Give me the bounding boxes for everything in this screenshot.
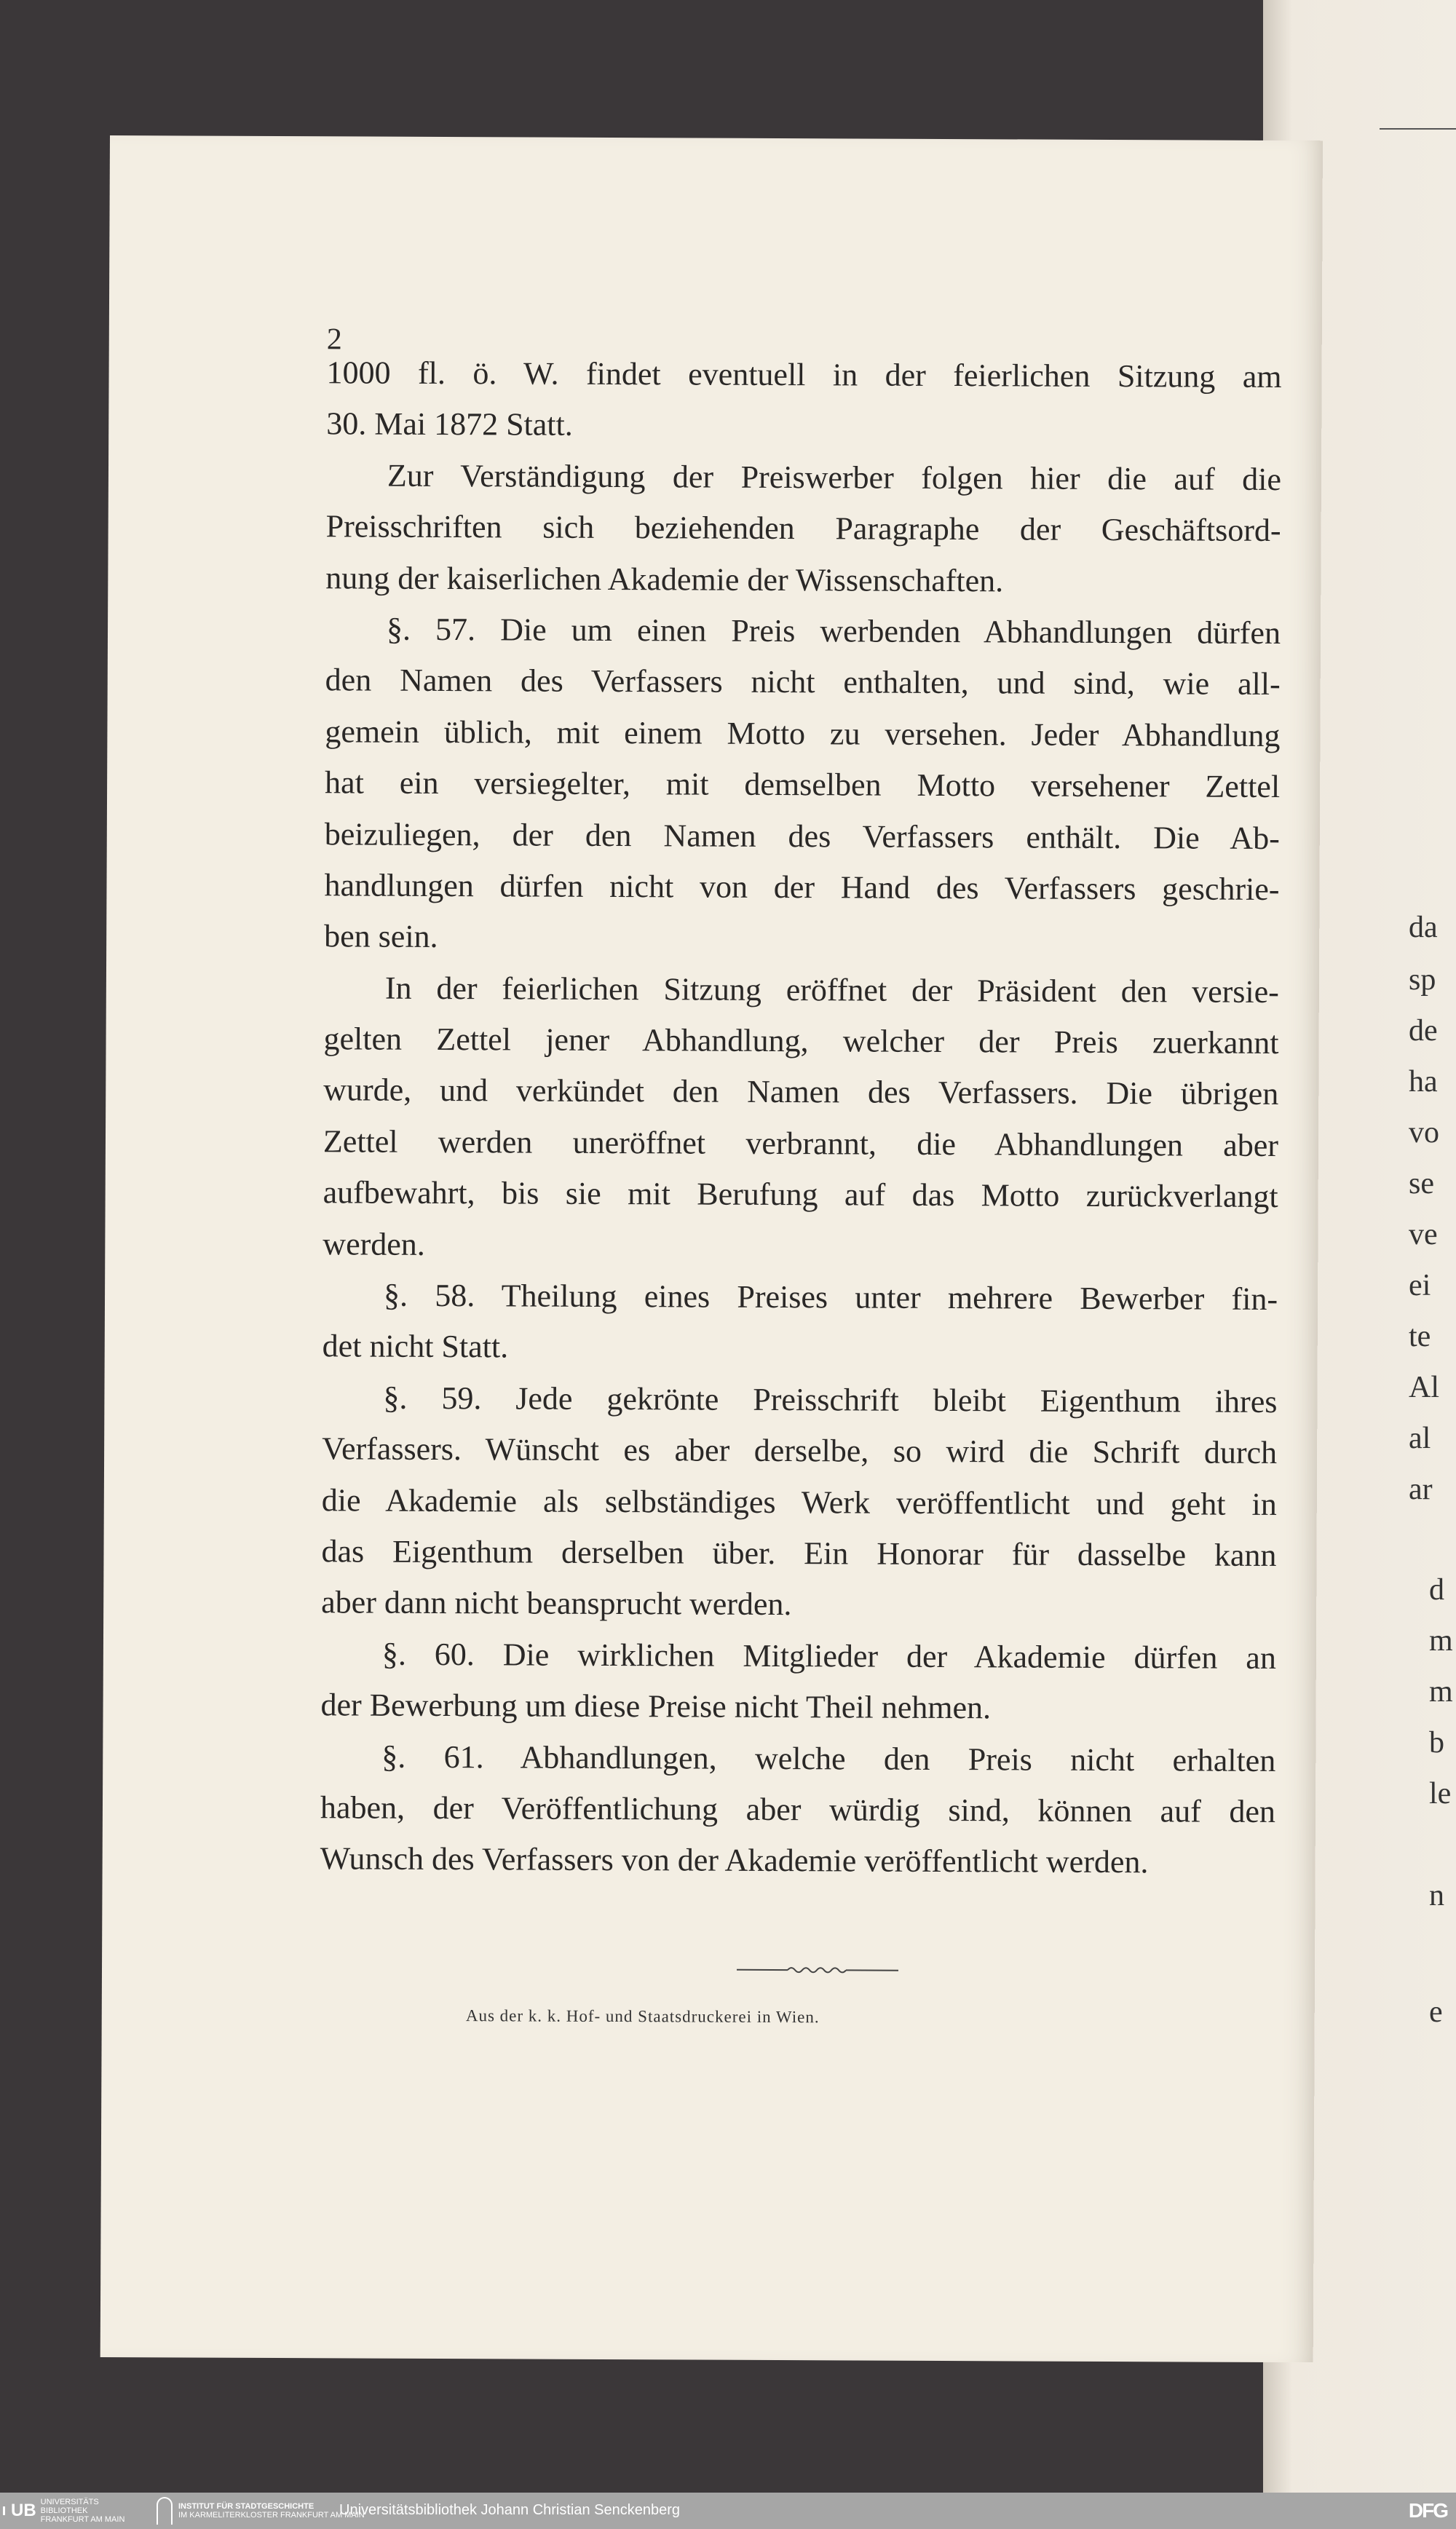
text-line: hat ein versiegelter, mit demselben Motto versehener Zettel <box>325 764 1281 805</box>
page-number: 2 <box>326 322 342 357</box>
facing-page-fragment: m <box>1429 1624 1453 1658</box>
text-line: 30. Mai 1872 Statt. <box>326 405 573 443</box>
text-line: Zur Verständigung der Preiswerber folgen hier die auf die <box>387 457 1282 497</box>
text-line: §. 59. Jede gekrönte Preisschrift bleibt Eigenthum ihres <box>383 1380 1278 1420</box>
text-line: wurde, und verkündet den Namen des Verfassers. Die übrigen <box>323 1072 1279 1112</box>
facing-page-fragment: d <box>1429 1573 1444 1607</box>
text-line: beizuliegen, der den Namen des Verfassers enthält. Die Ab- <box>324 815 1280 856</box>
text-line: werden. <box>323 1225 425 1262</box>
facing-page-fragment: se <box>1409 1167 1434 1200</box>
text-line: §. 57. Die um einen Preis werbenden Abhandlungen dürfen <box>386 611 1281 651</box>
printer-imprint: Aus der k. k. Hof- und Staatsdruckerei in Wien. <box>465 2006 820 2027</box>
dfg-logo[interactable]: DFG <box>1408 2499 1447 2522</box>
library-name: Universitätsbibliothek Johann Christian Senckenberg <box>339 2502 681 2518</box>
text-line: Preisschriften sich beziehenden Paragraphe der Geschäftsord- <box>325 508 1281 549</box>
institut-stadtgeschichte-logo[interactable]: INSTITUT FÜR STADTGESCHICHTE IM KARMELITERKLOSTER FRANKFURT AM MAIN <box>157 2496 365 2526</box>
text-line: det nicht Statt. <box>322 1328 509 1365</box>
facing-page-fragment: m <box>1429 1675 1453 1709</box>
text-line: gelten Zettel jener Abhandlung, welcher der Preis zuerkannt <box>323 1021 1279 1061</box>
facing-page-fragment: vo <box>1409 1116 1439 1149</box>
ornament-divider <box>737 1964 898 1975</box>
text-line: handlungen dürfen nicht von der Hand des Verfassers geschrie- <box>324 867 1280 907</box>
facing-page-fragment: ei <box>1409 1269 1431 1302</box>
ub-logo[interactable]: UB UNIVERSITÄTS BIBLIOTHEK FRANKFURT AM MAIN <box>3 2496 143 2526</box>
facing-page-fragment: n <box>1429 1879 1444 1912</box>
text-line: die Akademie als selbständiges Werk veröffentlicht und geht in <box>321 1481 1277 1522</box>
text-line: §. 61. Abhandlungen, welche den Preis nicht erhalten <box>381 1738 1276 1778</box>
text-line: In der feierlichen Sitzung eröffnet der Präsident den versie- <box>384 970 1279 1010</box>
facing-page-fragment: Al <box>1409 1371 1439 1404</box>
text-line: haben, der Veröffentlichung aber würdig sind, können auf den <box>320 1789 1276 1829</box>
text-line: Zettel werden uneröffnet verbrannt, die Abhandlungen aber <box>323 1123 1279 1163</box>
facing-page-fragment: te <box>1409 1320 1431 1353</box>
text-line: aufbewahrt, bis sie mit Berufung auf das Motto zurückverlangt <box>323 1174 1278 1215</box>
text-line: Wunsch des Verfassers von der Akademie veröffentlicht werden. <box>320 1840 1149 1880</box>
facing-page-fragment: sp <box>1409 963 1436 997</box>
text-line: ben sein. <box>324 918 438 955</box>
facing-page-fragment: ve <box>1409 1218 1438 1251</box>
facing-page-fragment: le <box>1429 1777 1452 1810</box>
body-text <box>320 347 1282 1888</box>
facing-page-fragment: e <box>1429 1995 1443 2029</box>
facing-page-fragment: al <box>1409 1422 1431 1455</box>
facing-page-fragment: da <box>1409 911 1438 944</box>
footer-bar <box>0 2493 1456 2529</box>
text-line: den Namen des Verfassers nicht enthalten, und sind, wie all- <box>325 662 1281 702</box>
text-line: 1000 fl. ö. W. findet eventuell in der feierlichen Sitzung am <box>326 355 1282 395</box>
text-line: §. 58. Theilung eines Preises unter mehrere Bewerber fin- <box>383 1277 1278 1318</box>
text-line: Verfassers. Wünscht es aber derselbe, so wird die Schrift durch <box>322 1430 1278 1471</box>
facing-page-rule <box>1380 128 1456 130</box>
text-line: der Bewerbung um diese Preise nicht Theil nehmen. <box>320 1687 992 1726</box>
text-line: gemein üblich, mit einem Motto zu versehen. Jeder Abhandlung <box>325 713 1281 753</box>
text-line: das Eigenthum derselben über. Ein Honorar für dasselbe kann <box>321 1533 1277 1573</box>
arch-icon <box>157 2497 173 2525</box>
text-line: aber dann nicht beansprucht werden. <box>321 1584 792 1623</box>
facing-page-fragment: ha <box>1409 1065 1438 1099</box>
facing-page-fragment: de <box>1409 1014 1438 1048</box>
text-line: §. 60. Die wirklichen Mitglieder der Akademie dürfen an <box>381 1636 1276 1676</box>
facing-page-fragment: ar <box>1409 1473 1433 1506</box>
facing-page-fragment: b <box>1429 1726 1444 1760</box>
text-line: nung der kaiserlichen Akademie der Wissenschaften. <box>325 559 1004 598</box>
book-page <box>100 135 1323 2362</box>
